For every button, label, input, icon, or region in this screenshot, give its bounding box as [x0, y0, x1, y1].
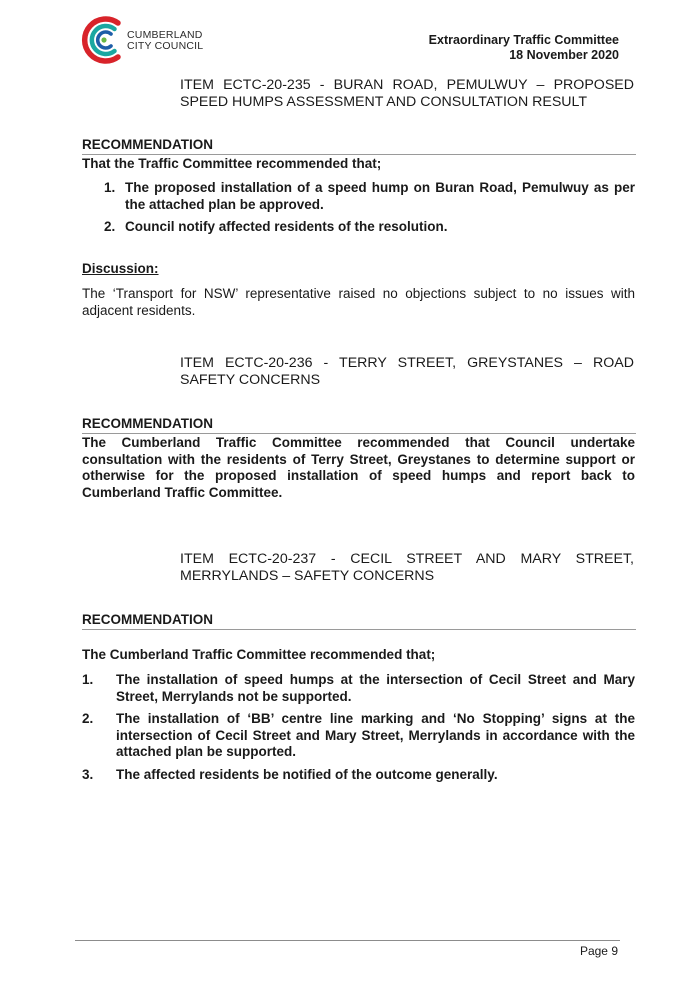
- recommendation-list: [82, 180, 635, 236]
- recommendation-intro: The Cumberland Traffic Committee recommended that;: [82, 647, 436, 662]
- recommendation-title: RECOMMENDATION: [82, 416, 636, 434]
- recommendation-title: RECOMMENDATION: [82, 137, 636, 155]
- item-heading-ectc-20-236: ITEM ECTC-20-236 - TERRY STREET, GREYSTANES – ROAD SAFETY CONCERNS: [180, 355, 634, 388]
- committee-name: Extraordinary Traffic Committee: [428, 33, 619, 47]
- logo-text-line-1: CUMBERLAND: [127, 29, 203, 41]
- footer-divider: [75, 940, 620, 941]
- list-item: 2. The installation of ‘BB’ centre line marking and ‘No Stopping’ signs at the intersection of Cecil Street and Mary Street, Merrylands in accordance with the attached plan be supported.: [82, 711, 635, 759]
- item-heading-ectc-20-235: ITEM ECTC-20-235 - BURAN ROAD, PEMULWUY – PROPOSED SPEED HUMPS ASSESSMENT AND CONSULTATION RESULT: [180, 77, 634, 110]
- item-heading-ectc-20-237: ITEM ECTC-20-237 - CECIL STREET AND MARY STREET, MERRYLANDS – SAFETY CONCERNS: [180, 551, 634, 584]
- list-item: 2. Council notify affected residents of the resolution.: [104, 219, 448, 234]
- recommendation-intro: That the Traffic Committee recommended that;: [82, 156, 382, 171]
- recommendation-list: [82, 672, 635, 783]
- list-item: 1. The installation of speed humps at the intersection of Cecil Street and Mary Street, Merrylands not be supported.: [82, 672, 635, 704]
- cumberland-logo-icon: [78, 14, 130, 66]
- page-number: Page 9: [579, 944, 618, 958]
- discussion-title: Discussion:: [82, 261, 159, 276]
- meeting-date: 18 November 2020: [509, 48, 619, 62]
- recommendation-body: The Cumberland Traffic Committee recommended that Council undertake consultation with the residents of Terry Street, Greystanes to determine support or otherwise for the proposed installation of speed humps and report back to Cumberland Traffic Committee.: [82, 435, 635, 500]
- recommendation-title: RECOMMENDATION: [82, 612, 636, 630]
- logo-text-line-2: CITY COUNCIL: [127, 40, 204, 52]
- discussion-text: The ‘Transport for NSW’ representative raised no objections subject to no issues with adjacent residents.: [82, 286, 635, 318]
- logo-wordmark: [127, 30, 203, 52]
- document-header: [429, 33, 619, 63]
- list-item: 3. The affected residents be notified of the outcome generally.: [82, 766, 498, 782]
- list-item: 1. The proposed installation of a speed hump on Buran Road, Pemulwuy as per the attached plan be approved.: [104, 180, 635, 212]
